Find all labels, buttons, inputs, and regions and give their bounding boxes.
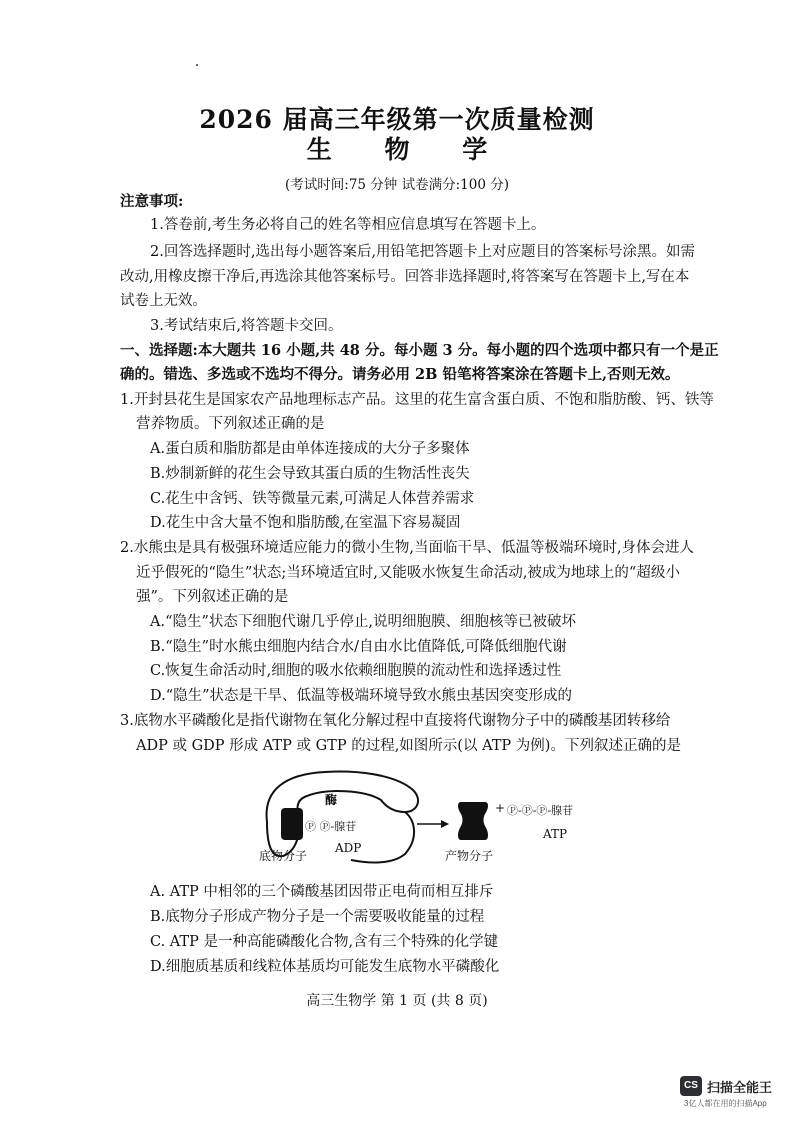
q3-stem-line1: 3.底物水平磷酸化是指代谢物在氧化分解过程中直接将代谢物分子中的磷酸基团转移给 <box>120 713 671 729</box>
q1-option-c: C.花生中含钙、铁等微量元素,可满足人体营养需求 <box>150 491 475 507</box>
q2-option-c: C.恢复生命活动时,细胞的吸水依赖细胞膜的流动性和选择透过性 <box>150 663 562 679</box>
q1-option-b: B.炒制新鲜的花生会导致其蛋白质的生物活性丧失 <box>150 466 470 482</box>
camscanner-logo: CS <box>680 1076 702 1096</box>
notice-item-2-line2: 改动,用橡皮擦干净后,再选涂其他答案标号。回答非选择题时,将答案写在答题卡上,写在本 <box>120 269 690 285</box>
adp-label: ADP <box>335 841 362 855</box>
q1-option-d: D.花生中含大量不饱和脂肪酸,在室温下容易凝固 <box>150 515 461 531</box>
page-footer: 高三生物学 第 1 页 (共 8 页) <box>306 993 488 1009</box>
notice-item-2-line1: 2.回答选择题时,选出每小题答案后,用铅笔把答题卡上对应题目的答案标号涂黑。如需 <box>150 244 696 260</box>
enzyme-label: 酶 <box>325 793 338 807</box>
q3-option-d: D.细胞质基质和线粒体基质均可能发生底物水平磷酸化 <box>150 959 500 975</box>
q3-option-b: B.底物分子形成产物分子是一个需要吸收能量的过程 <box>150 909 485 925</box>
atp-label: ATP <box>543 827 568 841</box>
q2-stem-line1: 2.水熊虫是具有极强环境适应能力的微小生物,当面临干旱、低温等极端环境时,身体会进人 <box>120 540 695 556</box>
scan-speck <box>196 64 198 66</box>
q1-stem-line2: 营养物质。下列叙述正确的是 <box>136 416 325 432</box>
arrowhead-icon <box>441 820 449 828</box>
notice-heading: 注意事项: <box>120 193 184 210</box>
q2-stem-line2: 近乎假死的“隐生”状态;当环境适宜时,又能吸水恢复生命活动,被成为地球上的“超级小 <box>136 565 680 581</box>
adp-chain: Ⓟ Ⓟ-腺苷 <box>305 820 357 833</box>
product-molecule <box>458 802 488 840</box>
q2-stem-line3: 强”。下列叙述正确的是 <box>136 589 289 605</box>
q3-stem-line2: ADP 或 GDP 形成 ATP 或 GTP 的过程,如图所示(以 ATP 为例)。下列叙述正确的是 <box>136 738 681 754</box>
notice-item-2-line3: 试卷上无效。 <box>120 293 207 309</box>
substrate-label: 底物分子 <box>259 849 308 863</box>
exam-info: (考试时间:75 分钟 试卷满分:100 分) <box>285 177 509 193</box>
atp-chain: Ⓟ-Ⓟ-Ⓟ-腺苷 <box>507 804 574 817</box>
exam-title: 2026 届高三年级第一次质量检测 <box>199 105 595 134</box>
subject-title: 生 物 学 <box>306 135 510 164</box>
q1-stem-line1: 1.开封县花生是国家农产品地理标志产品。这里的花生富含蛋白质、不饱和脂肪酸、钙、铁等 <box>120 392 714 408</box>
camscanner-tagline: 3亿人都在用的扫描App <box>684 1099 767 1108</box>
section1-line1: 一、选择题:本大题共 16 小题,共 48 分。每小题 3 分。每小题的四个选项中都只有一个是正 <box>120 342 719 359</box>
product-label: 产物分子 <box>445 849 494 863</box>
q3-option-a: A. ATP 中相邻的三个磷酸基团因带正电荷而相互排斥 <box>150 884 494 900</box>
substrate-molecule <box>281 808 303 840</box>
q3-option-c: C. ATP 是一种高能磷酸化合物,含有三个特殊的化学键 <box>150 934 499 950</box>
phosphorylation-diagram <box>255 760 615 872</box>
q2-option-d: D.“隐生”状态是干旱、低温等极端环境导致水熊虫基因突变形成的 <box>150 688 573 704</box>
camscanner-name: 扫描全能王 <box>707 1080 773 1095</box>
notice-item-3: 3.考试结束后,将答题卡交回。 <box>150 318 343 334</box>
notice-item-1: 1.答卷前,考生务必将自己的姓名等相应信息填写在答题卡上。 <box>150 217 546 233</box>
plus-sign: + <box>495 801 506 815</box>
section1-line2: 确的。错选、多选或不选均不得分。请务必用 2B 铅笔将答案涂在答题卡上,否则无效。 <box>120 366 680 383</box>
q2-option-a: A.“隐生”状态下细胞代谢几乎停止,说明细胞膜、细胞核等已被破坏 <box>150 614 577 630</box>
q2-option-b: B.“隐生”时水熊虫细胞内结合水/自由水比值降低,可降低细胞代谢 <box>150 639 567 655</box>
q1-option-a: A.蛋白质和脂肪都是由单体连接成的大分子多聚体 <box>150 441 470 457</box>
